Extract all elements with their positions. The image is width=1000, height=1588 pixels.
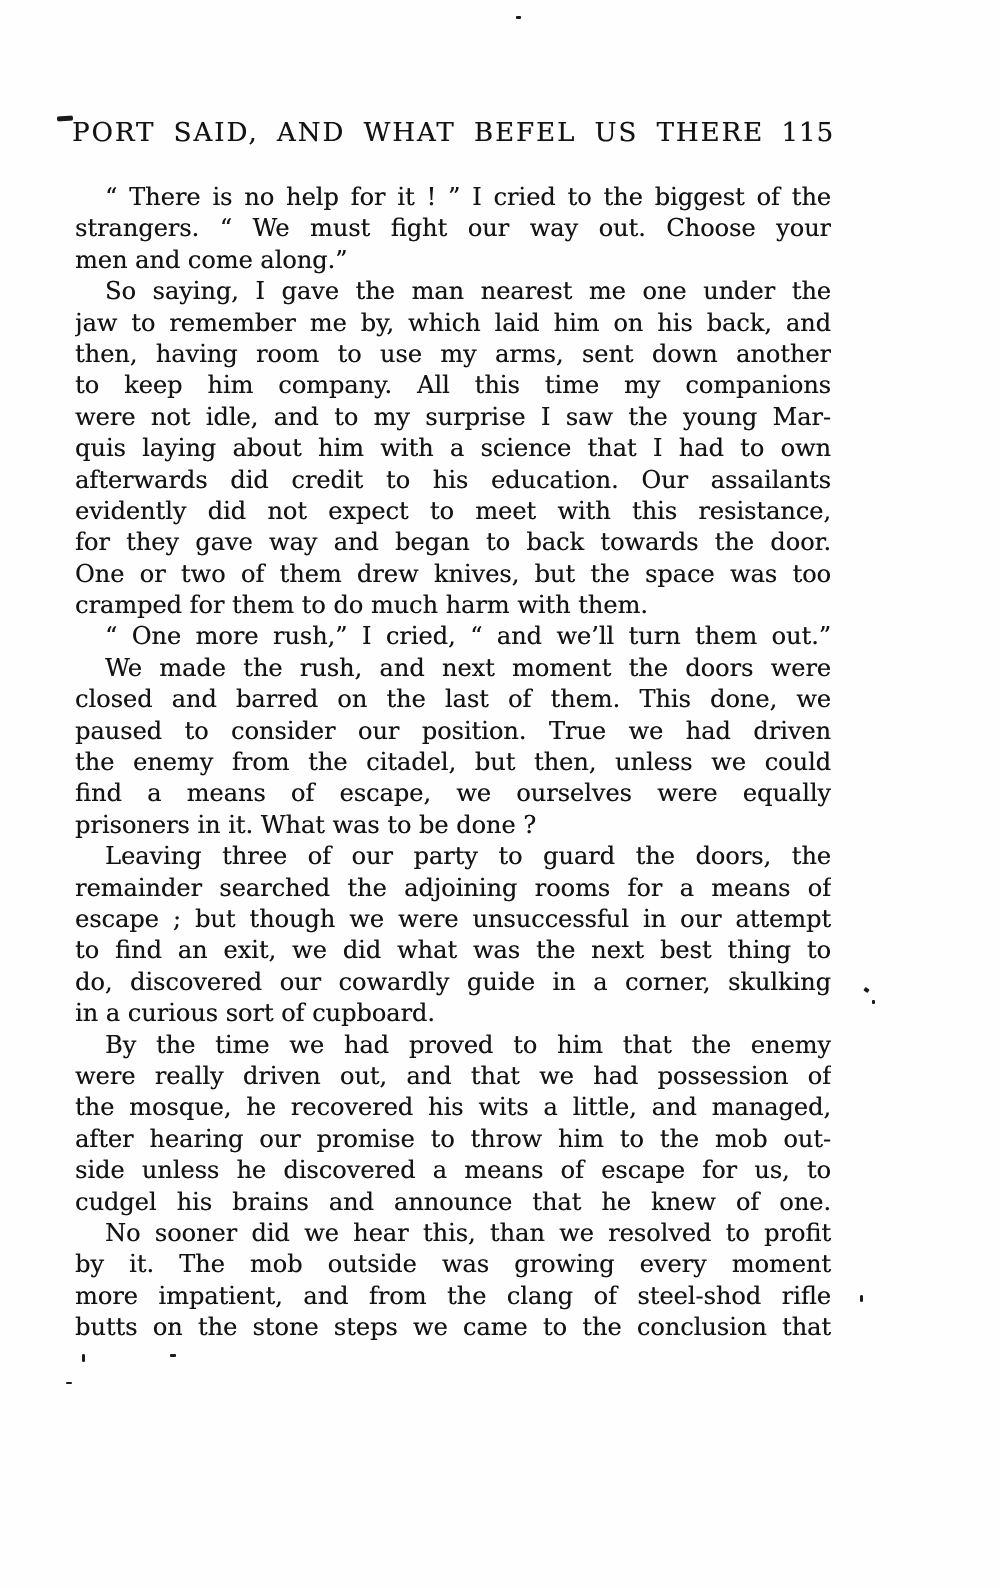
- text-line: prisoners in it. What was to be done ?: [75, 810, 537, 839]
- text-line: escape ; but though we were unsuccessful in our attempt: [75, 904, 831, 933]
- running-head: [72, 118, 834, 148]
- paragraph: [75, 621, 831, 652]
- scan-speck: [863, 987, 869, 993]
- text-line: after hearing our promise to throw him to the mob out-: [75, 1124, 831, 1153]
- text-line: paused to consider our position. True we had driven: [75, 716, 831, 745]
- page-text: [75, 182, 831, 1343]
- text-line: One or two of them drew knives, but the space was too: [75, 559, 831, 588]
- text-line: side unless he discovered a means of escape for us, to: [75, 1156, 831, 1185]
- scan-speck: [66, 1382, 72, 1384]
- text-line: So saying, I gave the man nearest me one under the: [105, 277, 831, 306]
- text-line: by it. The mob outside was growing every moment: [75, 1250, 831, 1279]
- text-line: Leaving three of our party to guard the doors, the: [105, 842, 831, 871]
- page-number: 115: [781, 118, 834, 148]
- text-line: cramped for them to do much harm with them.: [75, 591, 648, 620]
- text-line: “ There is no help for it ! ” I cried to the biggest of the: [105, 183, 831, 211]
- text-line: No sooner did we hear this, than we resolved to profit: [105, 1218, 831, 1247]
- paragraph: [75, 182, 831, 276]
- text-line: By the time we had proved to him that the enemy: [105, 1030, 831, 1059]
- paragraph: [75, 1218, 831, 1344]
- paragraph: [75, 1030, 831, 1218]
- text-line: do, discovered our cowardly guide in a corner, skulking: [75, 967, 831, 996]
- text-line: remainder searched the adjoining rooms for a means of: [75, 873, 831, 902]
- text-line: to find an exit, we did what was the next best thing to: [75, 936, 831, 965]
- scan-speck: [82, 1354, 85, 1362]
- scan-speck: [170, 1354, 176, 1357]
- scan-speck: [872, 1000, 875, 1004]
- text-line: find a means of escape, we ourselves were equally: [75, 779, 831, 808]
- text-line: We made the rush, and next moment the doors were: [105, 653, 831, 682]
- text-line: quis laying about him with a science that I had to own: [75, 434, 831, 463]
- text-line: cudgel his brains and announce that he knew of one.: [75, 1187, 831, 1216]
- scan-smudge: [57, 115, 73, 121]
- paragraph: [75, 653, 831, 841]
- text-line: butts on the stone steps we came to the conclusion that: [75, 1313, 831, 1342]
- text-line: for they gave way and began to back towards the door.: [75, 528, 831, 557]
- text-line: evidently did not expect to meet with this resistance,: [75, 496, 831, 525]
- text-line: “ One more rush,” I cried, “ and we’ll turn them out.”: [105, 622, 831, 651]
- text-line: afterwards did credit to his education. Our assailants: [75, 465, 831, 494]
- paragraph: [75, 841, 831, 1029]
- text-line: then, having room to use my arms, sent down another: [75, 339, 831, 368]
- text-line: the mosque, he recovered his wits a little, and managed,: [75, 1093, 831, 1122]
- text-line: men and come along.”: [75, 245, 348, 274]
- scan-speck: [860, 1295, 863, 1302]
- text-line: to keep him company. All this time my companions: [75, 371, 831, 400]
- text-line: strangers. “ We must fight our way out. Choose your: [75, 214, 831, 243]
- page-header-title: PORT SAID, AND WHAT BEFEL US THERE: [72, 118, 765, 148]
- text-line: were not idle, and to my surprise I saw the young Mar-: [75, 402, 831, 431]
- text-line: the enemy from the citadel, but then, unless we could: [75, 748, 831, 777]
- text-line: were really driven out, and that we had possession of: [75, 1061, 831, 1090]
- text-line: closed and barred on the last of them. This done, we: [75, 685, 831, 714]
- text-line: more impatient, and from the clang of steel-shod rifle: [75, 1281, 831, 1310]
- scan-speck: [516, 16, 521, 19]
- text-line: jaw to remember me by, which laid him on his back, and: [75, 308, 831, 337]
- paragraph: [75, 276, 831, 621]
- text-line: in a curious sort of cupboard.: [75, 999, 435, 1028]
